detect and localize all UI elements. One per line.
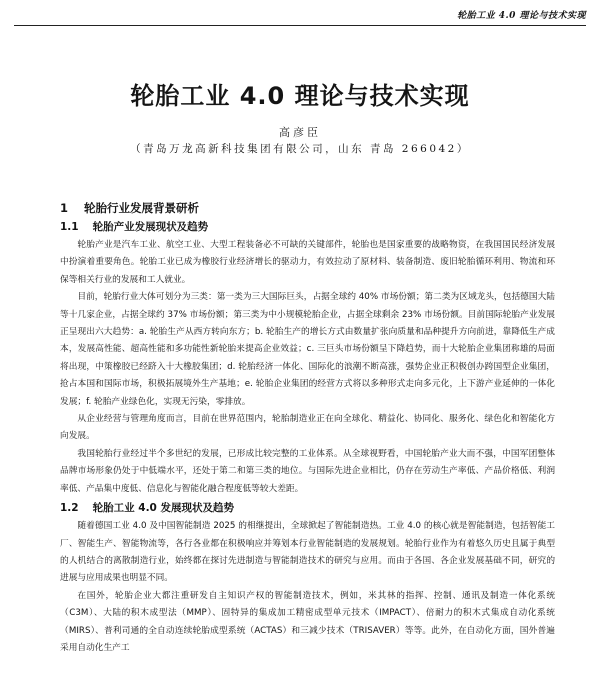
author: 高彦臣 — [279, 126, 321, 139]
running-header: 轮胎工业 4.0 理论与技术实现 — [14, 8, 586, 26]
paragraph: 从企业经营与管理角度而言，目前在世界范围内，轮胎制造业正在向全球化、精益化、协同化、服务化、绿色化和智能化方向发展。 — [60, 414, 555, 442]
paragraph: 在国外，轮胎企业大都注重研发自主知识产权的智能制造技术，例如，米其林的指挥、控制、通讯及制造一体化系统（C3M）、大陆的积木成型法（MMP）、固特异的集成加工精密成型单元技术（IMPACT）、倍耐力的积木式集成自动化系统（MIRS）、普利司通的全自动连续轮胎成型系统（ACTAS）和三减少技术（TRISAVER）等等。此外，在自动化方面，国外普遍采用自动化生产工 — [60, 590, 555, 653]
subsection-heading — [60, 500, 555, 516]
section-heading — [60, 200, 555, 216]
subsection-number: 1.1 — [60, 221, 79, 233]
section-number: 1 — [60, 201, 69, 215]
affiliation: （青岛万龙高新科技集团有限公司，山东 青岛 266042） — [130, 143, 470, 155]
paragraph: 目前，轮胎行业大体可划分为三类：第一类为三大国际巨头，占据全球约 40% 市场份额；第二类为区域龙头，包括德国大陆等十几家企业，占据全球约 37% 市场份额；第三类为中小规模轮胎企业，占据全球剩余 23% 市场份额。目前国际轮胎产业发展正呈现出六大趋势：a. 轮胎生产从西方转向东方；b. 轮胎生产的增长方式由数量扩张向质量和品种提升方向前进，靠降低生产成本，发展高性能、超高性能和多功能性新轮胎来提高企业效益；c. 三巨头市场份额呈下降趋势，而十大轮胎企业集团称雄的局面将出现，中策橡胶已经跻入十大橡胶集团；d. 轮胎经济一体化、国际化的浪潮不断高涨，强势企业正积极创办跨国型企业集团，抢占本国和国际市场，积极拓展境外生产基地；e. 轮胎企业集团的经营方式将以多种形式走向多元化，上下游产业延伸的一体化发展；f. 轮胎产业绿色化，实现无污染，零排放。 — [60, 292, 555, 407]
body-content — [60, 200, 555, 657]
paragraph: 随着德国工业 4.0 及中国智能制造 2025 的相继提出，全球掀起了智能制造热。工业 4.0 的核心就是智能制造，包括智能工厂、智能生产、智能物流等，各行各业都在积极响应并筹划本行业智能制造的发展规划。轮胎行业作为有着悠久历史且属于典型的人机结合的离散制造行业，始终都在探讨先进制造与智能制造技术的研究与应用。而由于各国、各企业发展基础不同，研究的进展与应用成果也明显不同。 — [60, 521, 555, 584]
section-title: 轮胎行业发展背景研析 — [84, 201, 200, 215]
subsection-heading — [60, 219, 555, 235]
subsection-number: 1.2 — [60, 502, 79, 515]
paragraph: 我国轮胎行业经过半个多世纪的发展，已形成比较完整的工业体系。从全球视野看，中国轮胎产业大而不强，中国军团整体品牌市场形象仍处于中低端水平，还处于第二和第三类的地位。与国际先进企业相比，仍存在劳动生产率低、产品价格低、利润率低、产品集中度低、信息化与智能化融合程度低等较大差距。 — [60, 448, 555, 494]
subsection-title: 轮胎产业发展现状及趋势 — [92, 221, 209, 233]
paper-title: 轮胎工业 4.0 理论与技术实现 — [130, 82, 470, 110]
subsection-title: 轮胎工业 4.0 发展现状及趋势 — [92, 502, 235, 515]
paragraph: 轮胎产业是汽车工业、航空工业、大型工程装备必不可缺的关键部件，轮胎也是国家重要的战略物资，在我国国民经济发展中扮演着重要角色。轮胎工业已成为橡胶行业经济增长的驱动力，有效拉动了原材料、装备制造、废旧轮胎循环利用、物流和环保等相关行业的发展和工人就业。 — [60, 240, 555, 285]
